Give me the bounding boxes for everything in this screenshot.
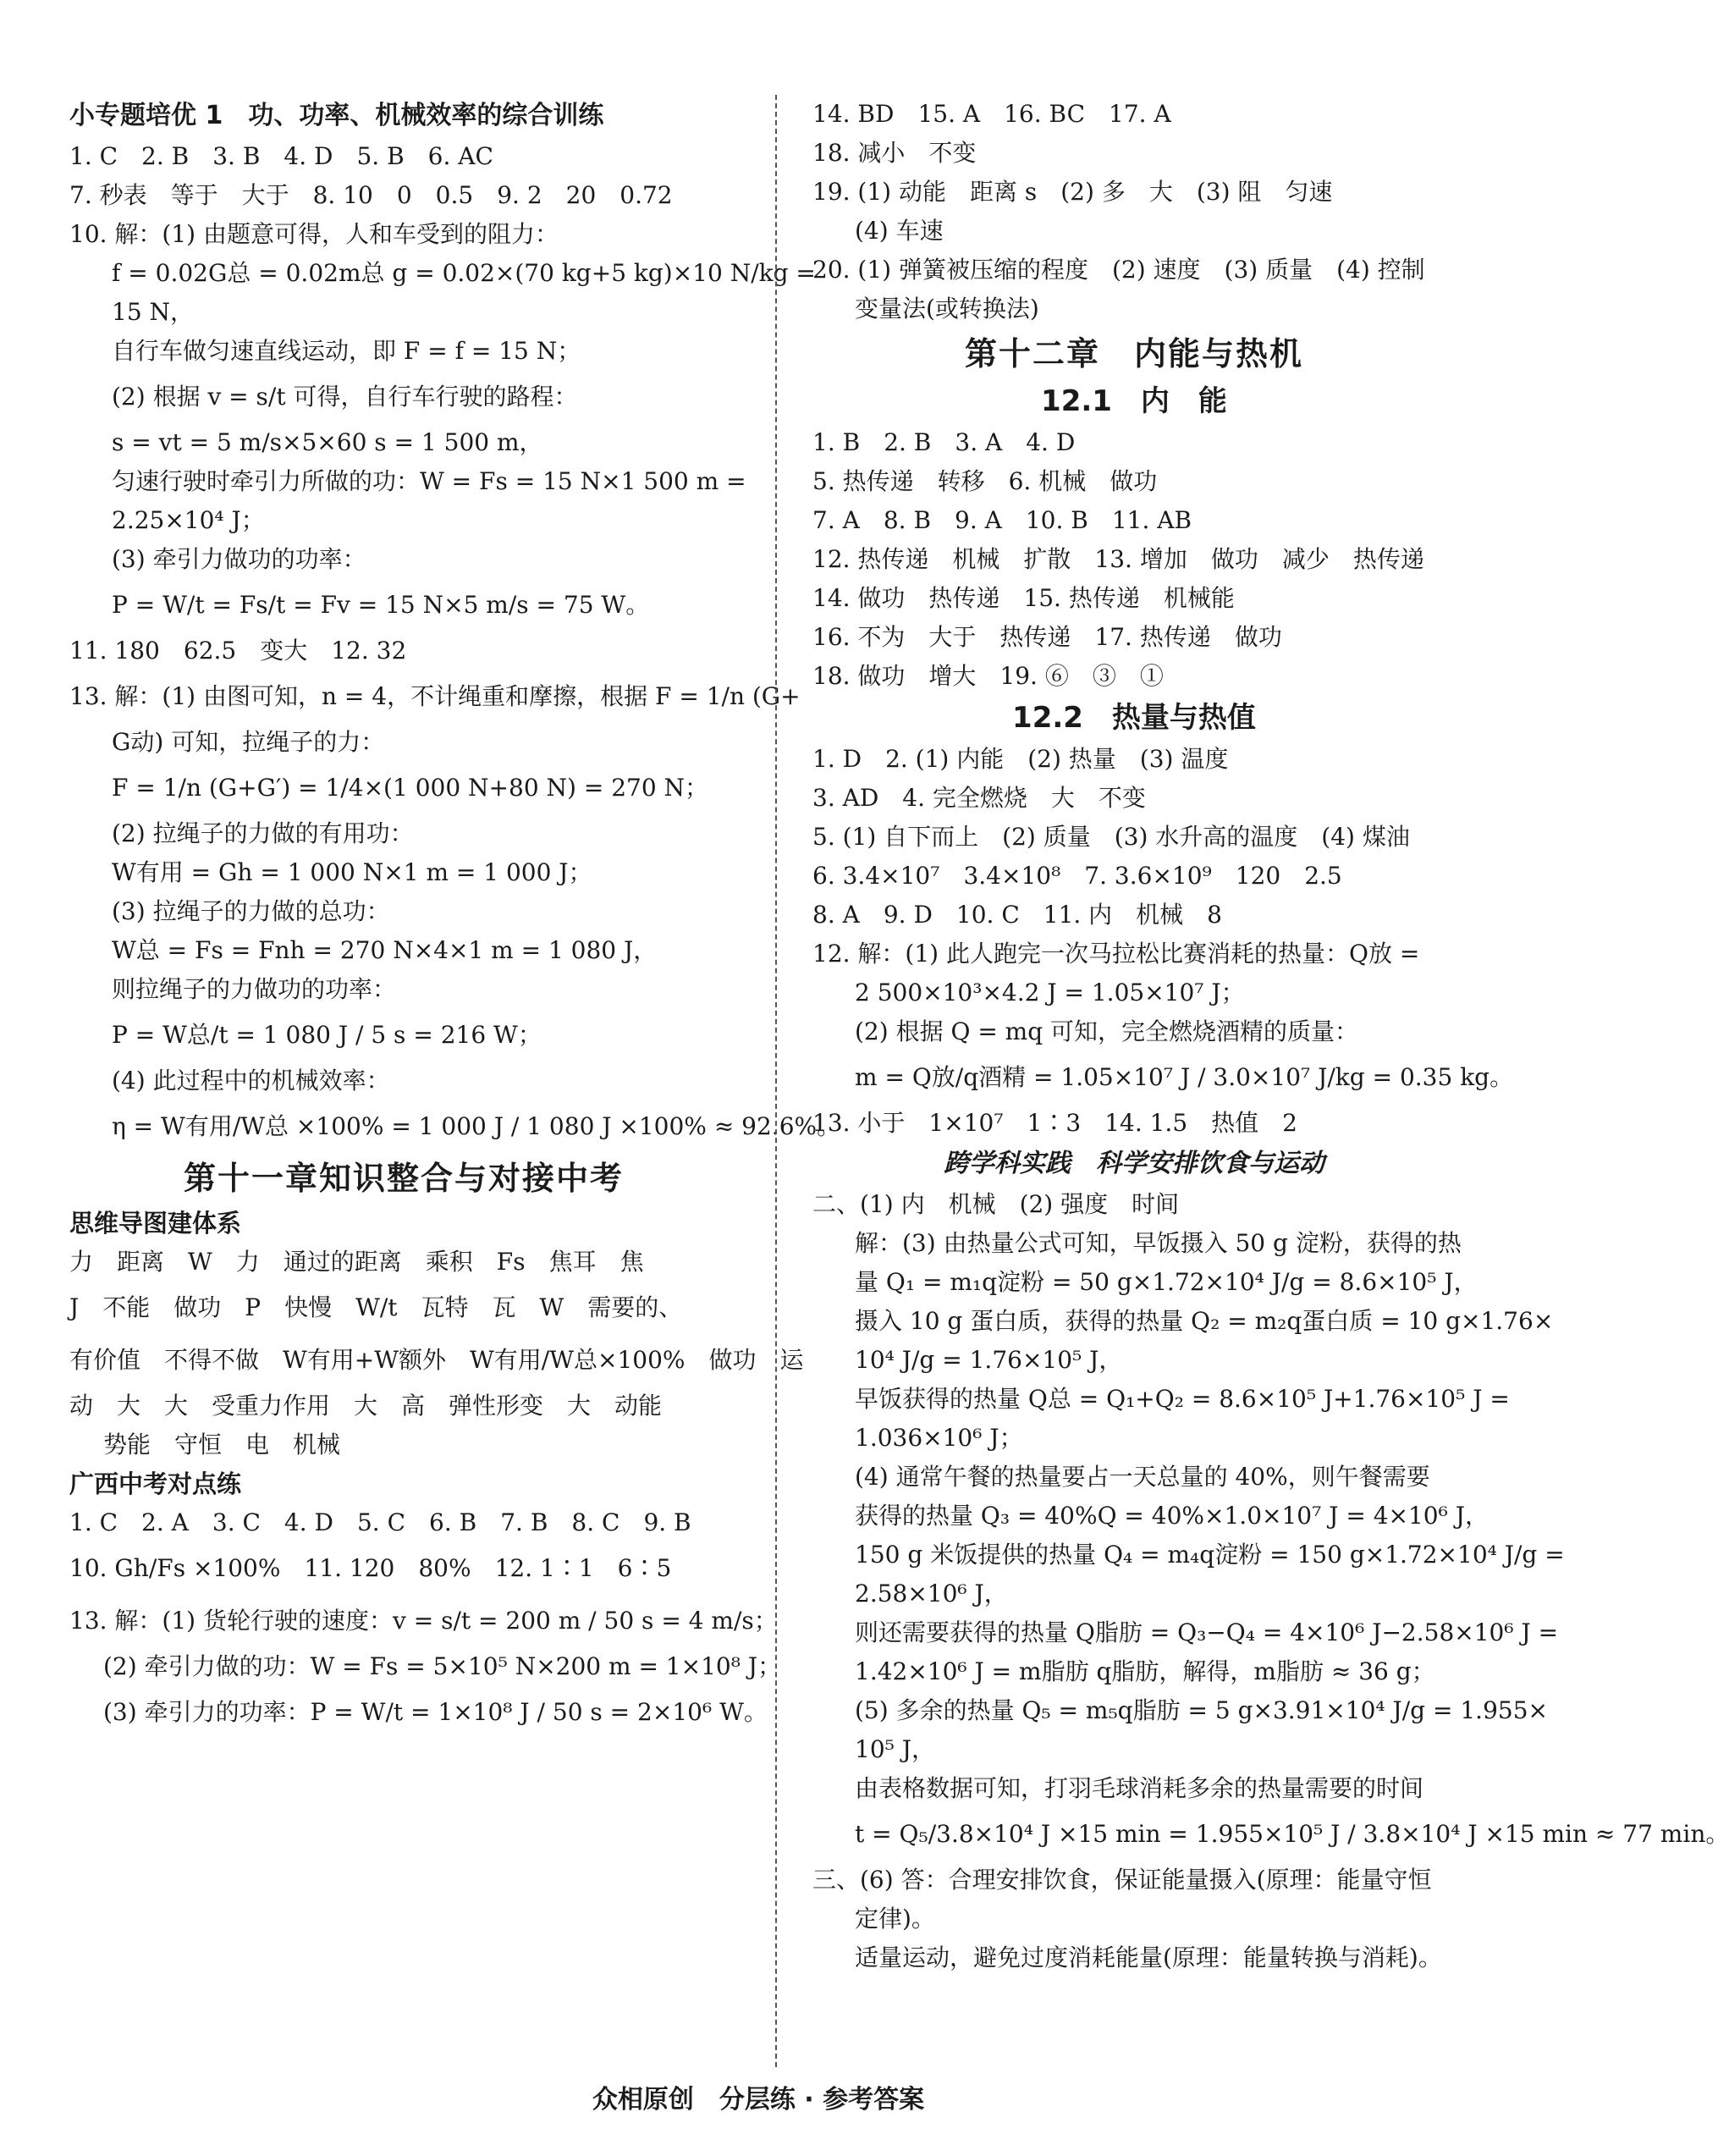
answer-line: 则拉绳子的力做功的功率：	[112, 975, 397, 1003]
answer-line: 12. 解：(1) 此人跑完一次马拉松比赛消耗的热量：Q放 =	[812, 940, 1420, 968]
answer-line: 匀速行驶时牵引力所做的功：W = Fs = 15 N×1 500 m =	[112, 467, 746, 495]
answer-line: (2) 根据 Q = mq 可知，完全燃烧酒精的质量：	[855, 1017, 1359, 1045]
answer-line: 14. 做功 热传递 15. 热传递 机械能	[812, 584, 1235, 612]
answer-line: 变量法(或转换法)	[855, 295, 1039, 323]
answer-line: 有价值 不得不做 W有用+W额外 W有用/W总×100% 做功 运	[69, 1346, 804, 1374]
answer-line: (3) 牵引力做功的功率：	[112, 545, 366, 573]
answer-line: 适量运动，避免过度消耗能量(原理：能量转换与消耗)。	[855, 1944, 1442, 1971]
answer-line: G动) 可知，拉绳子的力：	[112, 728, 385, 756]
answer-line: 1.036×10⁶ J；	[855, 1424, 1023, 1452]
answer-line: f = 0.02G总 = 0.02m总 g = 0.02×(70 kg+5 kg)×10 N/kg =	[112, 259, 816, 287]
answer-line: 3. AD 4. 完全燃烧 大 不变	[812, 784, 1146, 812]
answer-line: (4) 车速	[855, 217, 944, 245]
answer-line: (2) 拉绳子的力做的有用功：	[112, 819, 414, 847]
section-heading: 12.2 热量与热值	[1012, 701, 1256, 735]
answer-line: 早饭获得的热量 Q总 = Q₁+Q₂ = 8.6×10⁵ J+1.76×10⁵ J =	[855, 1385, 1510, 1413]
answer-line: (3) 牵引力的功率：P = W/t = 1×10⁸ J / 50 s = 2×10⁶ W。	[103, 1698, 768, 1726]
answer-line: 自行车做匀速直线运动，即 F = f = 15 N；	[112, 337, 581, 365]
page-footer: 众相原创 分层练 · 参考答案	[592, 2085, 925, 2115]
section-heading: 跨学科实践 科学安排饮食与运动	[944, 1149, 1324, 1178]
answer-line: 8. A 9. D 10. C 11. 内 机械 8	[812, 901, 1222, 929]
answer-line: 15 N，	[112, 298, 195, 326]
answer-line: 16. 不为 大于 热传递 17. 热传递 做功	[812, 623, 1282, 651]
answer-line: 6. 3.4×10⁷ 3.4×10⁸ 7. 3.6×10⁹ 120 2.5	[812, 862, 1342, 890]
answer-line: s = vt = 5 m/s×5×60 s = 1 500 m，	[112, 428, 543, 456]
answer-line: 则还需要获得的热量 Q脂肪 = Q₃−Q₄ = 4×10⁶ J−2.58×10⁶ J =	[855, 1618, 1559, 1646]
answer-line: (3) 拉绳子的力做的总功：	[112, 897, 390, 925]
answer-line: 二、(1) 内 机械 (2) 强度 时间	[812, 1190, 1180, 1218]
answer-line: 20. (1) 弹簧被压缩的程度 (2) 速度 (3) 质量 (4) 控制	[812, 256, 1425, 284]
answer-line: 三、(6) 答：合理安排饮食，保证能量摄入(原理：能量守恒	[812, 1866, 1432, 1894]
answer-line: 5. (1) 自下而上 (2) 质量 (3) 水升高的温度 (4) 煤油	[812, 823, 1410, 851]
answer-line: 18. 做功 增大 19. ⑥ ③ ①	[812, 662, 1164, 690]
answer-line: η = W有用/W总 ×100% = 1 000 J / 1 080 J ×100% ≈ 92.6%。	[112, 1112, 841, 1140]
answer-line: (4) 此过程中的机械效率：	[112, 1067, 390, 1095]
answer-line: 12. 热传递 机械 扩散 13. 增加 做功 减少 热传递	[812, 545, 1424, 573]
answer-line: 1. B 2. B 3. A 4. D	[812, 428, 1076, 456]
answer-line: m = Q放/q酒精 = 1.05×10⁷ J / 3.0×10⁷ J/kg = 0.35 kg。	[855, 1063, 1514, 1091]
answer-line: 19. (1) 动能 距离 s (2) 多 大 (3) 阻 匀速	[812, 178, 1333, 206]
left-column	[69, 95, 841, 1739]
answer-line: t = Q₅/3.8×10⁴ J ×15 min = 1.955×10⁵ J / 3.8×10⁴ J ×15 min ≈ 77 min。	[855, 1820, 1729, 1848]
answer-line: 7. 秒表 等于 大于 8. 10 0 0.5 9. 2 20 0.72	[69, 181, 673, 209]
column-divider	[775, 95, 777, 2067]
answer-line: P = W/t = Fs/t = Fv = 15 N×5 m/s = 75 W。	[112, 591, 650, 619]
answer-line: 2.58×10⁶ J，	[855, 1580, 1008, 1607]
right-column	[812, 95, 1729, 1977]
answer-line: W有用 = Gh = 1 000 N×1 m = 1 000 J；	[112, 858, 592, 886]
answer-line: (2) 根据 v = s/t 可得，自行车行驶的路程：	[112, 383, 578, 411]
subsection-heading: 广西中考对点练	[69, 1469, 242, 1498]
answer-line: (5) 多余的热量 Q₅ = m₅q脂肪 = 5 g×3.91×10⁴ J/g = 1.955×	[855, 1696, 1548, 1724]
answer-line: 1. D 2. (1) 内能 (2) 热量 (3) 温度	[812, 745, 1229, 773]
answer-line: 由表格数据可知，打羽毛球消耗多余的热量需要的时间	[855, 1774, 1424, 1802]
answer-line: 5. 热传递 转移 6. 机械 做功	[812, 467, 1158, 495]
answer-line: F = 1/n (G+G′) = 1/4×(1 000 N+80 N) = 270 N；	[112, 774, 709, 802]
answer-line: 18. 减小 不变	[812, 139, 977, 167]
answer-line: J 不能 做功 P 快慢 W/t 瓦特 瓦 W 需要的、	[69, 1293, 683, 1321]
answer-line: 13. 解：(1) 货轮行驶的速度：v = s/t = 200 m / 50 s = 4 m/s；	[69, 1607, 778, 1635]
answer-line: 10. Gh/Fs ×100% 11. 120 80% 12. 1∶1 6∶5	[69, 1554, 672, 1582]
section-heading: 小专题培优 1 功、功率、机械效率的综合训练	[69, 101, 604, 130]
section-heading: 第十一章知识整合与对接中考	[183, 1160, 624, 1197]
section-heading: 12.1 内 能	[1041, 384, 1227, 418]
answer-line: 13. 解：(1) 由图可知，n = 4，不计绳重和摩擦，根据 F = 1/n (G+	[69, 682, 801, 710]
subsection-heading: 思维导图建体系	[69, 1209, 242, 1238]
answer-line: 14. BD 15. A 16. BC 17. A	[812, 100, 1171, 128]
answer-line: 定律)。	[855, 1905, 935, 1933]
answer-line: 1. C 2. B 3. B 4. D 5. B 6. AC	[69, 142, 493, 170]
answer-line: 2 500×10³×4.2 J = 1.05×10⁷ J；	[855, 979, 1245, 1006]
answer-line: (4) 通常午餐的热量要占一天总量的 40%，则午餐需要	[855, 1463, 1430, 1491]
answer-line: 力 距离 W 力 通过的距离 乘积 Fs 焦耳 焦	[69, 1248, 644, 1276]
answer-line: W总 = Fs = Fnh = 270 N×4×1 m = 1 080 J，	[112, 936, 658, 964]
answer-line: 150 g 米饭提供的热量 Q₄ = m₄q淀粉 = 150 g×1.72×10⁴ J/g =	[855, 1541, 1565, 1569]
answer-line: 获得的热量 Q₃ = 40%Q = 40%×1.0×10⁷ J = 4×10⁶ J，	[855, 1502, 1489, 1530]
answer-line: 摄入 10 g 蛋白质，获得的热量 Q₂ = m₂q蛋白质 = 10 g×1.76×	[855, 1307, 1554, 1335]
answer-line: P = W总/t = 1 080 J / 5 s = 216 W；	[112, 1021, 542, 1049]
answer-line: 势能 守恒 电 机械	[103, 1431, 341, 1458]
answer-line: 10⁵ J，	[855, 1735, 935, 1763]
answer-line: 7. A 8. B 9. A 10. B 11. AB	[812, 506, 1192, 534]
answer-line: 量 Q₁ = m₁q淀粉 = 50 g×1.72×10⁴ J/g = 8.6×10⁵ J，	[855, 1268, 1478, 1296]
answer-line: 1. C 2. A 3. C 4. D 5. C 6. B 7. B 8. C 9. B	[69, 1508, 691, 1536]
section-heading: 第十二章 内能与热机	[964, 335, 1303, 372]
answer-line: 10⁴ J/g = 1.76×10⁵ J，	[855, 1346, 1123, 1374]
answer-line: 13. 小于 1×10⁷ 1∶3 14. 1.5 热值 2	[812, 1109, 1297, 1137]
answer-line: 1.42×10⁶ J = m脂肪 q脂肪，解得，m脂肪 ≈ 36 g；	[855, 1657, 1435, 1685]
answer-line: 2.25×10⁴ J；	[112, 506, 265, 534]
answer-line: 10. 解：(1) 由题意可得，人和车受到的阻力：	[69, 220, 559, 248]
answer-line: (2) 牵引力做的功：W = Fs = 5×10⁵ N×200 m = 1×10⁸ J；	[103, 1652, 782, 1680]
answer-line: 解：(3) 由热量公式可知，早饭摄入 50 g 淀粉，获得的热	[855, 1229, 1462, 1257]
answer-line: 动 大 大 受重力作用 大 高 弹性形变 大 动能	[69, 1392, 663, 1420]
answer-line: 11. 180 62.5 变大 12. 32	[69, 637, 407, 664]
